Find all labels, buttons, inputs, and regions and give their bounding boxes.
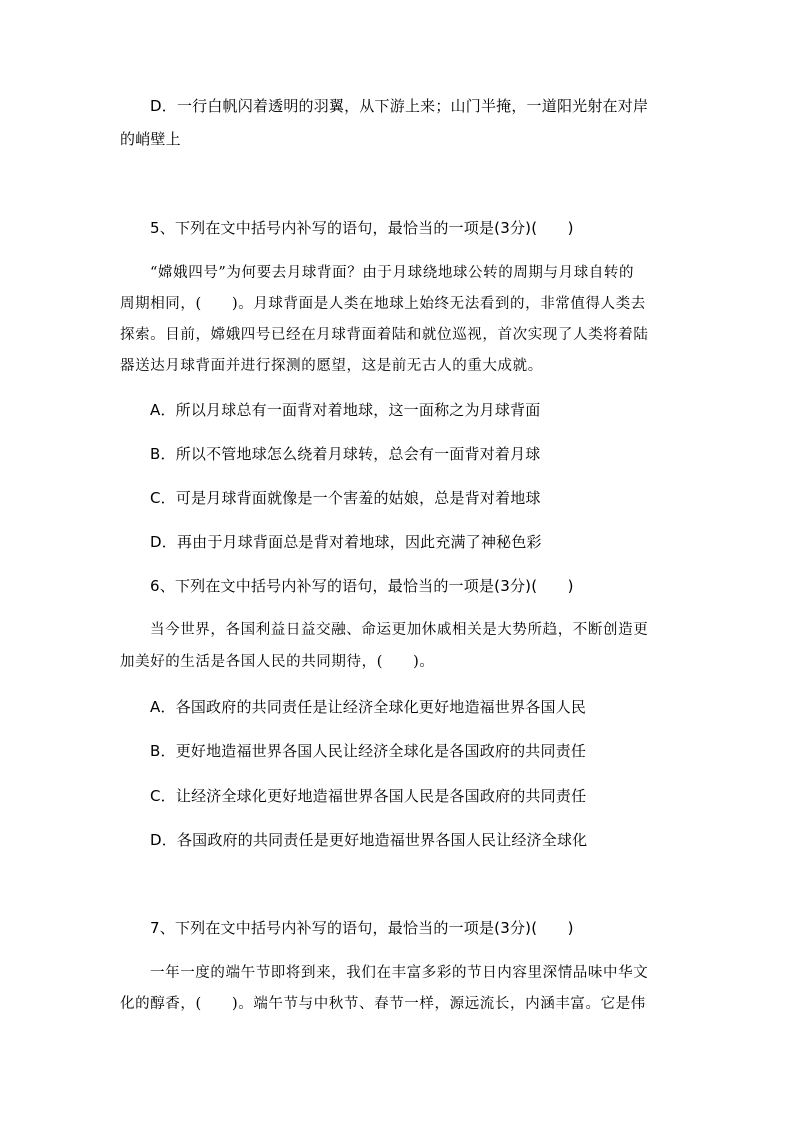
q6-option-a: A．各国政府的共同责任是让经济全球化更好地造福世界各国人民 — [150, 698, 587, 716]
q5-question: 5、下列在文中括号内补写的语句，最恰当的一项是(3分)( ) — [150, 219, 574, 237]
q5-passage-line4: 器送达月球背面并进行探测的愿望，这是前无古人的重大成就。 — [120, 358, 543, 374]
q5-passage-line3: 探索。目前，嫦娥四号已经在月球背面着陆和就位巡视，首次实现了人类将着陆 — [120, 327, 649, 343]
q4-option-d-line2: 的峭壁上 — [120, 130, 181, 148]
q6-question: 6、下列在文中括号内补写的语句，最恰当的一项是(3分)( ) — [150, 577, 574, 595]
q7-passage-line2: 化的醇香，( )。端午节与中秋节、春节一样，源远流长，内涵丰富。它是伟 — [120, 996, 646, 1012]
q7-question: 7、下列在文中括号内补写的语句，最恰当的一项是(3分)( ) — [150, 919, 574, 937]
q5-passage-line2: 周期相同，( )。月球背面是人类在地球上始终无法看到的，非常值得人类去 — [120, 296, 646, 312]
q4-option-d-line1: D．一行白帆闪着透明的羽翼，从下游上来；山门半掩，一道阳光射在对岸 — [150, 97, 649, 115]
q5-option-b: B．所以不管地球怎么绕着月球转，总会有一面背对着月球 — [150, 445, 541, 463]
q5-option-c: C．可是月球背面就像是一个害羞的姑娘，总是背对着地球 — [150, 489, 541, 507]
q6-option-b: B．更好地造福世界各国人民让经济全球化是各国政府的共同责任 — [150, 742, 587, 760]
q7-passage-line1: 一年一度的端午节即将到来，我们在丰富多彩的节日内容里深情品味中华文 — [150, 965, 649, 981]
q6-passage-line2: 加美好的生活是各国人民的共同期待，( )。 — [120, 654, 435, 670]
q5-option-d: D．再由于月球背面总是背对着地球，因此充满了神秘色彩 — [150, 533, 542, 551]
q5-passage-line1: “嫦娥四号”为何要去月球背面？由于月球绕地球公转的周期与月球自转的 — [150, 265, 635, 281]
q6-option-d: D．各国政府的共同责任是更好地造福世界各国人民让经济全球化 — [150, 831, 588, 849]
q5-option-a: A．所以月球总有一面背对着地球，这一面称之为月球背面 — [150, 401, 541, 419]
q6-option-c: C．让经济全球化更好地造福世界各国人民是各国政府的共同责任 — [150, 787, 587, 805]
q6-passage-line1: 当今世界，各国利益日益交融、命运更加休戚相关是大势所趋，不断创造更 — [150, 622, 649, 638]
